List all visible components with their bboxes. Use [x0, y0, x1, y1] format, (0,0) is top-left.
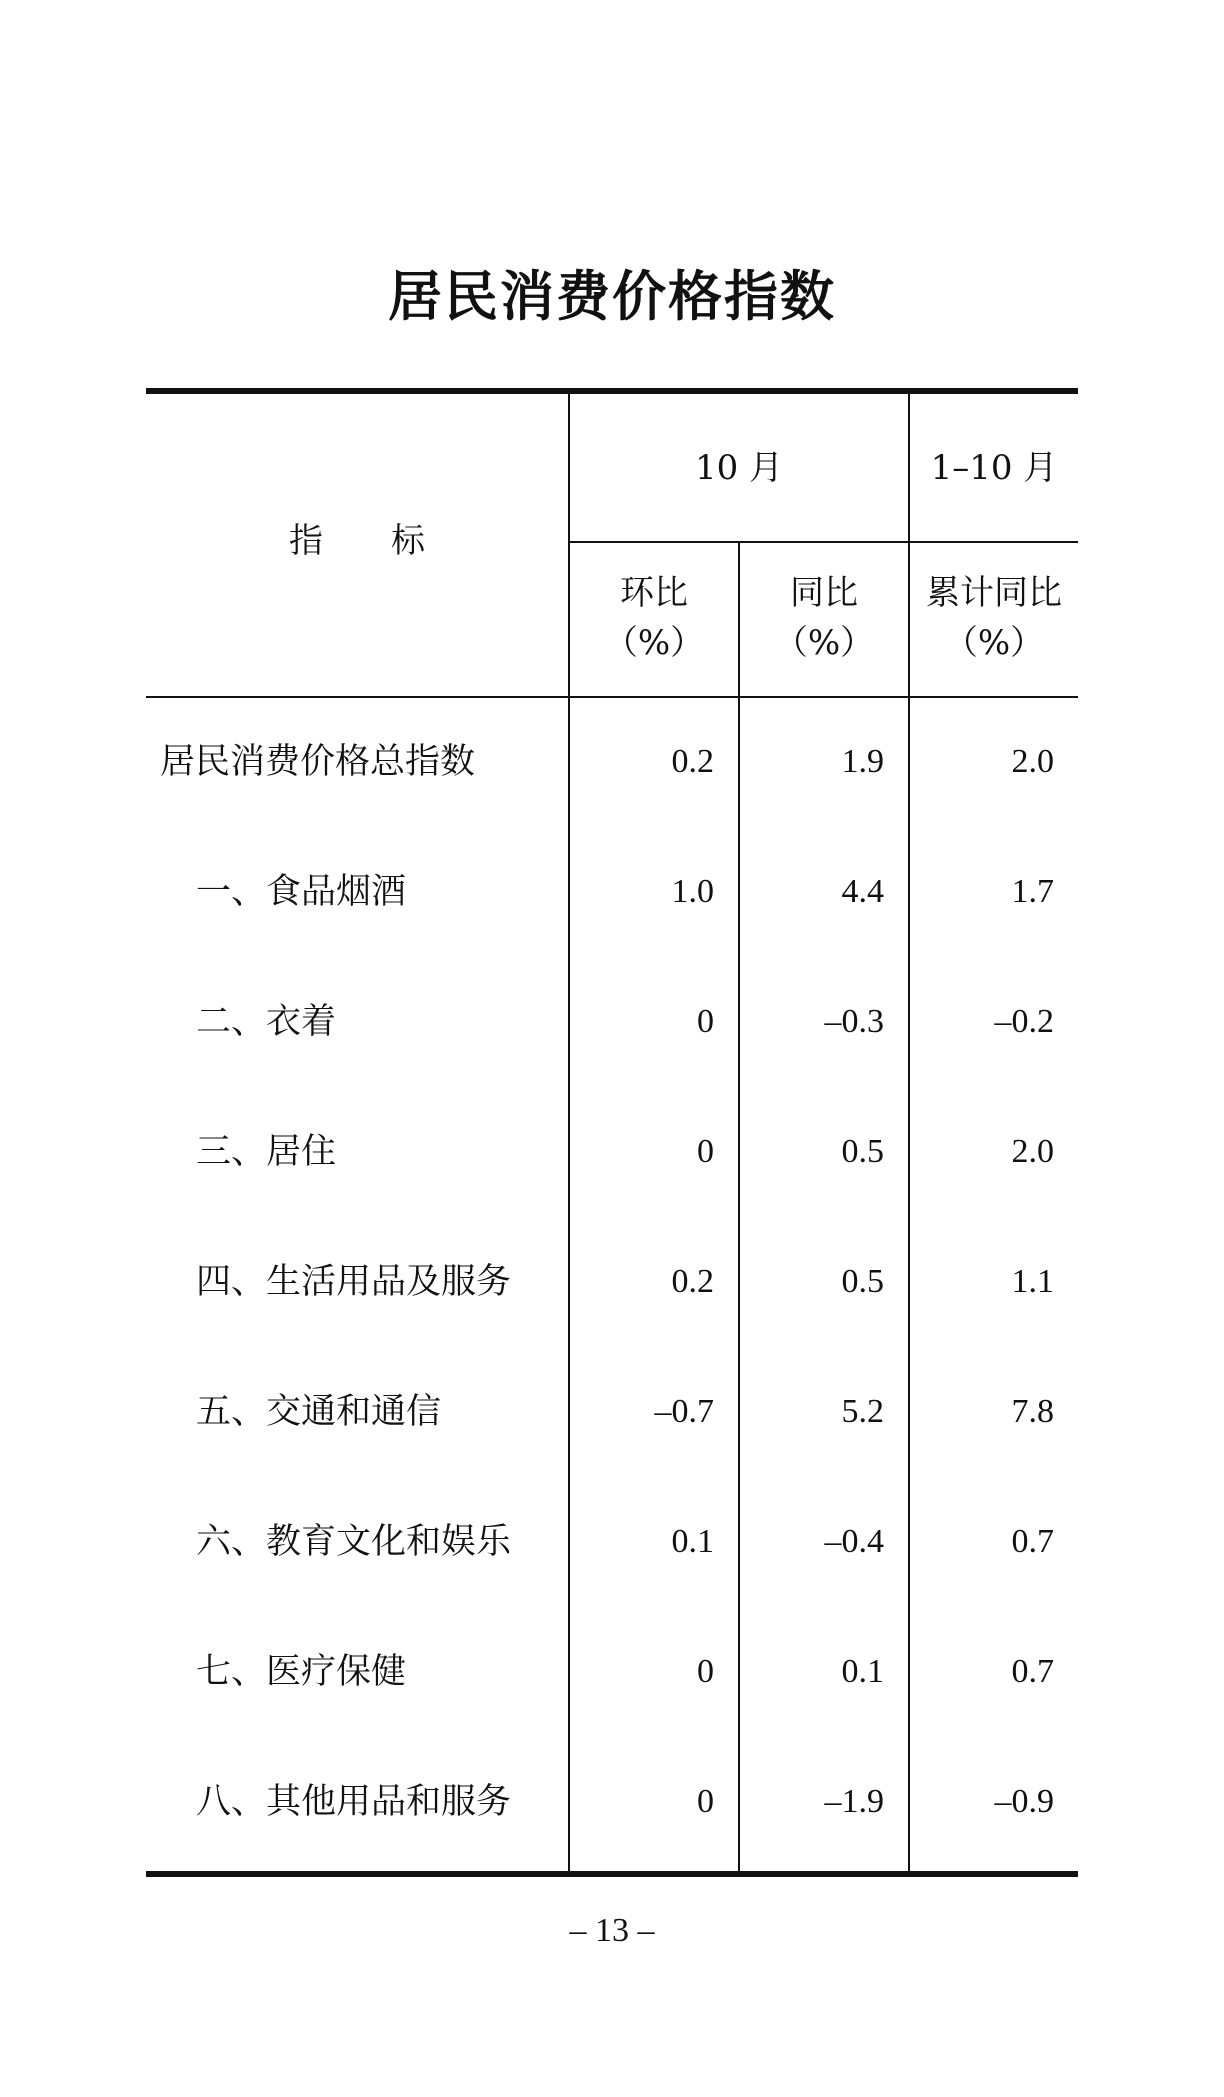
- cell-yoy: 4.4: [841, 873, 884, 910]
- cell-cum: 0.7: [1011, 1523, 1054, 1560]
- header-yoy-label: 同比: [790, 573, 858, 613]
- row-label: 一、食品烟酒: [196, 872, 407, 912]
- cell-cum: 2.0: [1011, 743, 1054, 780]
- header-mom: [570, 568, 738, 668]
- cell-mom: –0.7: [654, 1393, 714, 1430]
- cell-cum: –0.9: [994, 1783, 1054, 1820]
- header-group-rule: [568, 541, 1078, 543]
- cpi-table: [146, 388, 1078, 1878]
- table-top-rule: [146, 388, 1078, 394]
- header-cum-label: 累计同比: [926, 573, 1062, 613]
- header-cum-unit: （%）: [943, 623, 1045, 663]
- header-indicator: 指 标: [289, 521, 425, 561]
- cell-mom: 0: [697, 1003, 714, 1040]
- row-label: 五、交通和通信: [196, 1392, 442, 1432]
- header-group-october: 10 月: [694, 448, 784, 488]
- cell-mom: 0: [697, 1783, 714, 1820]
- cell-yoy: 0.5: [841, 1133, 884, 1170]
- cell-mom: 0.1: [671, 1523, 714, 1560]
- cell-yoy: 1.9: [841, 743, 884, 780]
- cell-cum: 2.0: [1011, 1133, 1054, 1170]
- cell-cum: 7.8: [1011, 1393, 1054, 1430]
- cell-mom: 0: [697, 1133, 714, 1170]
- cell-yoy: –0.4: [824, 1523, 884, 1560]
- header-mom-unit: （%）: [603, 623, 705, 663]
- cell-yoy: 5.2: [841, 1393, 884, 1430]
- cell-cum: 1.7: [1011, 873, 1054, 910]
- cell-yoy: 0.5: [841, 1263, 884, 1300]
- page-title: 居民消费价格指数: [388, 265, 836, 328]
- row-label: 三、居住: [196, 1132, 337, 1172]
- cell-mom: 0.2: [671, 1263, 714, 1300]
- row-label: 六、教育文化和娱乐: [196, 1522, 512, 1562]
- cell-yoy: –0.3: [824, 1003, 884, 1040]
- row-label: 七、医疗保健: [196, 1652, 407, 1692]
- row-label: 居民消费价格总指数: [160, 742, 476, 782]
- header-group-ytd: 1–10 月: [930, 448, 1058, 488]
- cell-yoy: –1.9: [824, 1783, 884, 1820]
- header-yoy: [740, 568, 908, 668]
- cell-mom: 0.2: [671, 743, 714, 780]
- cell-cum: 1.1: [1011, 1263, 1054, 1300]
- cell-mom: 0: [697, 1653, 714, 1690]
- page-number: – 13 –: [569, 1912, 655, 1949]
- header-cum: [910, 568, 1078, 668]
- row-label: 二、衣着: [196, 1002, 337, 1042]
- row-label: 四、生活用品及服务: [196, 1262, 512, 1302]
- header-mom-label: 环比: [620, 573, 688, 613]
- header-yoy-unit: （%）: [773, 623, 875, 663]
- row-label: 八、其他用品和服务: [196, 1782, 512, 1822]
- cell-mom: 1.0: [671, 873, 714, 910]
- cell-yoy: 0.1: [841, 1653, 884, 1690]
- table-bottom-rule: [146, 1871, 1078, 1877]
- cell-cum: –0.2: [994, 1003, 1054, 1040]
- cell-cum: 0.7: [1011, 1653, 1054, 1690]
- header-bottom-rule: [146, 696, 1078, 698]
